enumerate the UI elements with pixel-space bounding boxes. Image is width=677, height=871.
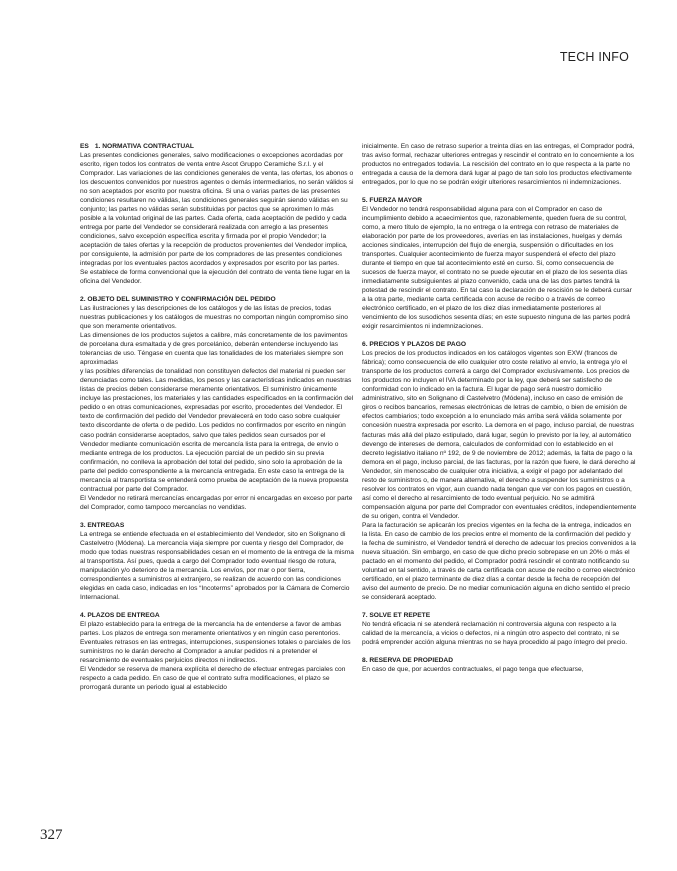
paragraph: Las presentes condiciones generales, salvo modificaciones o excepciones acordadas por escrito, rigen todos los contratos de venta entre Ascot Gruppo Ceramiche S.r.l. y el Comprador. Las variaciones de las condiciones generales de venta, las ofertas, los abonos o los descuentos convenidos por nuestros agentes o demás intermediarios, no serán válidos si no son aceptados por escrito por nuestra oficina. Si una o varias partes de las presentes condiciones resultaren no válidas, las condiciones generales seguirán siendo válidas en su conjunto; las partes no válidas serán substituidas por pactos que se aproximen lo más posible a la voluntad original de las partes. Cada oferta, cada aceptación de pedido y cada entrega por parte del Vendedor se considerará realizada con arreglo a las presentes condiciones, salvo excepción específica escrita y firmada por el propio Vendedor; la aceptación de tales ofertas y la recepción de productos provenientes del Vendedor implica, por consiguiente, la admisión por parte de los compradores de las presentes condiciones integradas por los eventuales pactos acordados y expresados por escrito por las partes. [80,152,354,268]
paragraph: y las posibles diferencias de tonalidad non constituyen defectos del material ni pueden ser denunciadas como tales. Las medidas, los pesos y las características indicados en nuestras listas de precios deben considerarse meramente orientativos. El suministro únicamente incluye las prestaciones, los materiales y las cantidades especificados en la confirmación del pedido o en otras comunicaciones, expresadas por escrito, procedentes del Vendedor. El texto de confirmación del pedido del Vendedor prevalecerá en todo caso sobre cualquier texto discordante de oferta o de pedido. Los pedidos no confirmados por escrito en ningún caso podrán considerarse aceptados, salvo que tales pedidos sean cursados por el Vendedor mediante comunicación escrita de mercancía lista para la entrega, de envío o mediante entrega de los productos. La ejecución parcial de un pedido sin su previa confirmación, no conlleva la aprobación del total del pedido, sino solo la aprobación de la parte del pedido correspondiente a la mercancía entregada. En este caso la entrega de la mercancía al transportista se entenderá como prueba de aceptación de la nueva propuesta contractual por parte del Comprador. [80,368,354,493]
right-text-column [362,142,637,683]
language-label: ES [80,143,89,150]
section-objeto-del-suministro [80,295,355,511]
page-header-title: TECH INFO [559,50,629,64]
section-entregas [80,521,355,602]
section-heading: 6. PRECIOS Y PLAZOS DE PAGO [362,341,467,349]
paragraph: Los precios de los productos indicados en los catálogos vigentes son EXW (francos de fábrica); como consecuencia de ello cualquier otro coste relativo al envío, la entrega y/o el transporte de los productos correrá a cargo del Comprador exclusivamente. Los precios de los productos no incluyen el IVA determinado por la ley, que deberá ser satisfecho de conformidad con lo indicado en la factura. El lugar de pago será nuestro domicilio administrativo, sito en Solignano di Castelvetro (Módena), incluso en caso de emisión de giros o recibos bancarios, remesas electrónicas de letras de cambio, o bien de emisión de efectos cambiarios; todo excepción a lo enunciado más arriba será válida solamente por concesión nuestra expresada por escrito. La demora en el pago, incluso parcial, de nuestras facturas más allá del plazo estipulado, dará lugar, según lo previsto por la ley, al automático devengo de intereses de demora, calculados de conformidad con lo establecido en el decreto legislativo italiano nº 192, de 9 de noviembre de 2012; además, la falta de pago o la demora en el pago, incluso parcial, de las facturas, por la razón que fuere, le dará derecho al Vendedor, sin menoscabo de cualquier otra iniciativa, a exigir el pago por adelantado del resto de suministros o, de manera alternativa, el derecho a suspender los suministros o a resolver los contratos en vigor, aun cuando nada tengan que ver con los pagos en cuestión, así como el derecho al resarcimiento de todo eventual perjuicio. No se admitirá compensación alguna por parte del Comprador con eventuales créditos, independientemente de su origen, contra el Vendedor. [362,350,637,520]
paragraph: No tendrá eficacia ni se atenderá reclamación ni controversia alguna con respecto a la calidad de la mercancía, a vicios o defectos, ni a ningún otro aspecto del contrato, ni se podrá emprender acción alguna mientras no se haya procedido al pago íntegro del precio. [362,620,628,646]
paragraph: Las dimensiones de los productos sujetos a calibre, más concretamente de los pavimentos de porcelana dura esmaltada y de gres porcelánico, deberán entenderse incluyendo las tolerancias de uso. Téngase en cuenta que las tonalidades de los materiales siempre son aproximadas [80,332,348,367]
section-heading: 4. PLAZOS DE ENTREGA [80,611,160,619]
section-fuerza-mayor [362,196,637,331]
page-number: 327 [40,827,63,843]
section-heading: 5. FUERZA MAYOR [362,197,423,205]
paragraph: El Vendedor no retirará mercancías encargadas por error ni encargadas en exceso por parte del Comprador, como tampoco mercancías no vendidas. [80,494,353,511]
section-plazos-de-entrega [80,611,355,692]
section-heading: 8. RESERVA DE PROPIEDAD [362,656,454,664]
section-heading: 7. SOLVE ET REPETE [362,611,431,619]
paragraph: El Vendedor no tendrá responsabilidad alguna para con el Comprador en caso de incumplimiento debido a acaecimientos que, razonablemente, queden fuera de su control, como, a mero título de ejemplo, la no entrega o la entrega con retraso de materiales de elaboración por parte de los proveedores, averías en las instalaciones, huelgas y demás acciones sindicales, interrupción del flujo de energía, suspensión o dificultades en los transportes. Cualquier acontecimiento de fuerza mayor suspenderá el efecto del plazo durante el tiempo en que tal acontecimiento esté en curso. Si, como consecuencia de sucesos de fuerza mayor, el contrato no se puede ejecutar en el plazo de los sesenta días inmediatamente subsiguientes al plazo convenido, cada una de las dos partes tendrá la potestad de rescindir el contrato. En tal caso la declaración de rescisión se le deberá cursar a la otra parte, mediante carta certificada con acuse de recibo o a través de correo electrónico certificado, en el plazo de los diez días inmediatamente posteriores al vencimiento de los susodichos sesenta días; en este supuesto ninguna de las partes podrá exigir resarcimientos ni indemnizaciones. [362,206,632,331]
paragraph: El Vendedor se reserva de manera explícita el derecho de efectuar entregas parciales con respecto a cada pedido. En caso de que el contrato sufra modificaciones, el plazo se prorrogará durante un periodo igual al establecido [80,665,346,691]
section-reserva-de-propiedad [362,656,637,674]
paragraph: Para la facturación se aplicarán los precios vigentes en la fecha de la entrega, indicados en la lista. En caso de cambio de los precios entre el momento de la confirmación del pedido y la fecha de suministro, el Vendedor tendrá el derecho de adecuar los precios convenidos a la nueva situación. Sin embargo, en caso de que dicho precio sobrepase en un 20% o más el pactado en el momento del pedido, el Comprador podrá rescindir el contrato notificando su voluntad en tal sentido, a través de carta certificada con acuse de recibo o correo electrónico certificado, en el plazo terminante de diez días a contar desde la fecha de recepción del aviso del aumento de precio. De no mediar comunicación alguna en dicho sentido el precio se considerará aceptado. [362,521,636,601]
section-heading [80,142,355,151]
section-normativa-contractual [80,142,355,286]
paragraph: inicialmente. En caso de retraso superior a treinta días en las entregas, el Comprador podrá, tras aviso formal, rechazar ulteriores entregas y rescindir el contrato en lo concerniente a los productos no entregados todavía. La rescisión del contrato en lo que respecta a la parte no entregada a causa de la demora dará lugar al pago de tan solo los productos efectivamente entregados, por lo que no se podrán exigir ulteriores resarcimientos ni indemnizaciones. [362,143,635,187]
paragraph: Las ilustraciones y las descripciones de los catálogos y de las listas de precios, todas nuestras publicaciones y los catálogos de muestras no comportan ningún compromiso sino que son meramente orientativos. [80,305,348,331]
paragraph: La entrega se entiende efectuada en el establecimiento del Vendedor, sito en Solignano di Castelvetro (Módena). La mercancía viaja siempre por cuenta y riesgo del Comprador, de modo que todas nuestras responsabilidades cesan en el momento de la entrega de la misma al transportista. Así pues, queda a cargo del Comprador todo eventual riesgo de rotura, manipulación y/o deterioro de la mercancía. Los envíos, por mar o por tierra, correspondientes a suministros al extranjero, se realizan de acuerdo con las condiciones elegidas en cada caso, indicadas en los “Incoterms” aprobados por la Cámara de Comercio Internacional. [80,530,354,601]
section-solve-et-repete [362,611,637,647]
section-precios-y-plazos [362,340,637,601]
paragraph: El plazo establecido para la entrega de la mercancía ha de entenderse a favor de ambas partes. Los plazos de entrega son meramente orientativos y en ningún caso perentorios. Eventuales retrasos en las entregas, interrupciones, suspensiones totales o parciales de los suministros no le darán derecho al Comprador a anular pedidos ni a pretender el resarcimiento de eventuales perjuicios directos ni indirectos. [80,620,351,664]
section-heading: 3. ENTREGAS [80,521,125,529]
section-heading-text: 1. NORMATIVA CONTRACTUAL [94,143,194,150]
section-heading: 2. OBJETO DEL SUMINISTRO Y CONFIRMACIÓN DEL PEDIDO [80,296,276,304]
paragraph: Se establece de forma convencional que la ejecución del contrato de venta tiene lugar en la oficina del Vendedor. [80,269,350,286]
paragraph: En caso de que, por acuerdos contractuales, el pago tenga que efectuarse, [362,665,584,673]
left-text-column [80,142,355,701]
section-continuation [362,142,637,187]
